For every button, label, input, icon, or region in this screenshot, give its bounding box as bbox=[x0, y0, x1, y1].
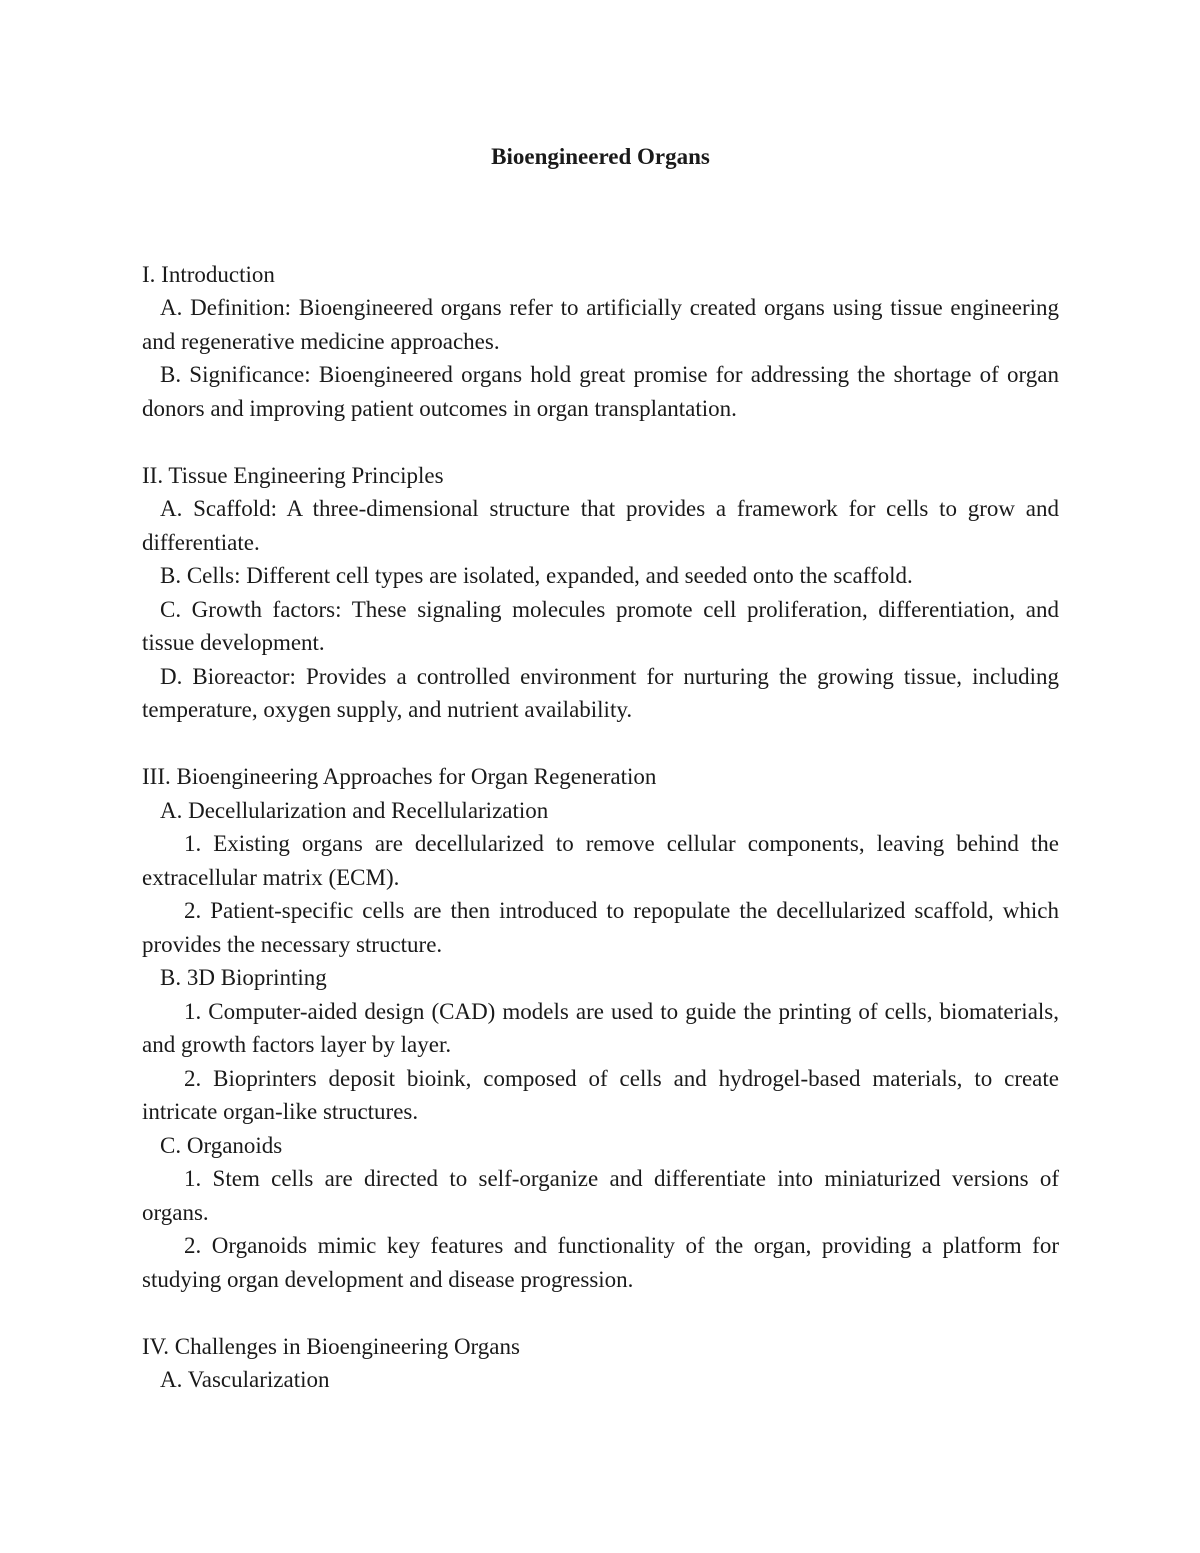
section-heading: I. Introduction bbox=[142, 261, 275, 287]
document-title: Bioengineered Organs bbox=[491, 144, 710, 169]
section-challenges bbox=[142, 1330, 1059, 1397]
subsection-label: B. 3D Bioprinting bbox=[160, 965, 327, 990]
subsection-item: 2. Bioprinters deposit bioink, composed of cells and hydrogel-based materials, to create intricate organ-like structures. bbox=[142, 1065, 1059, 1124]
subsection-item: 1. Computer-aided design (CAD) models are used to guide the printing of cells, biomaterials, and growth factors layer by layer. bbox=[142, 998, 1059, 1057]
section-heading: II. Tissue Engineering Principles bbox=[142, 462, 444, 488]
document-body bbox=[142, 140, 1059, 1397]
section-item: B. Significance: Bioengineered organs hold great promise for addressing the shortage of organ donors and improving patient outcomes in organ transplantation. bbox=[142, 362, 1059, 421]
title-spacer bbox=[142, 174, 1059, 258]
section-item: D. Bioreactor: Provides a controlled environment for nurturing the growing tissue, including temperature, oxygen supply, and nutrient availability. bbox=[142, 663, 1059, 722]
section-tissue-engineering-principles bbox=[142, 459, 1059, 727]
section-introduction bbox=[142, 258, 1059, 426]
subsection-label: A. Decellularization and Recellularization bbox=[160, 797, 549, 823]
subsection-label: C. Organoids bbox=[160, 1132, 283, 1158]
section-item: A. Definition: Bioengineered organs refer to artificially created organs using tissue engineering and regenerative medicine approaches. bbox=[142, 295, 1059, 354]
subsection-item: 2. Organoids mimic key features and functionality of the organ, providing a platform for studying organ development and disease progression. bbox=[142, 1233, 1059, 1292]
section-item: A. Scaffold: A three-dimensional structure that provides a framework for cells to grow and differentiate. bbox=[142, 496, 1059, 555]
section-bioengineering-approaches bbox=[142, 760, 1059, 1296]
subsection-item: 1. Stem cells are directed to self-organize and differentiate into miniaturized versions of organs. bbox=[142, 1166, 1059, 1225]
section-item: C. Growth factors: These signaling molecules promote cell proliferation, differentiation, and tissue development. bbox=[142, 596, 1059, 655]
section-heading: IV. Challenges in Bioengineering Organs bbox=[142, 1333, 520, 1359]
section-item: A. Vascularization bbox=[160, 1367, 330, 1392]
subsection-item: 2. Patient-specific cells are then introduced to repopulate the decellularized scaffold, which provides the necessary structure. bbox=[142, 898, 1059, 957]
section-item: B. Cells: Different cell types are isolated, expanded, and seeded onto the scaffold. bbox=[160, 563, 913, 588]
subsection-item: 1. Existing organs are decellularized to remove cellular components, leaving behind the extracellular matrix (ECM). bbox=[142, 831, 1059, 890]
section-heading: III. Bioengineering Approaches for Organ Regeneration bbox=[142, 764, 657, 789]
